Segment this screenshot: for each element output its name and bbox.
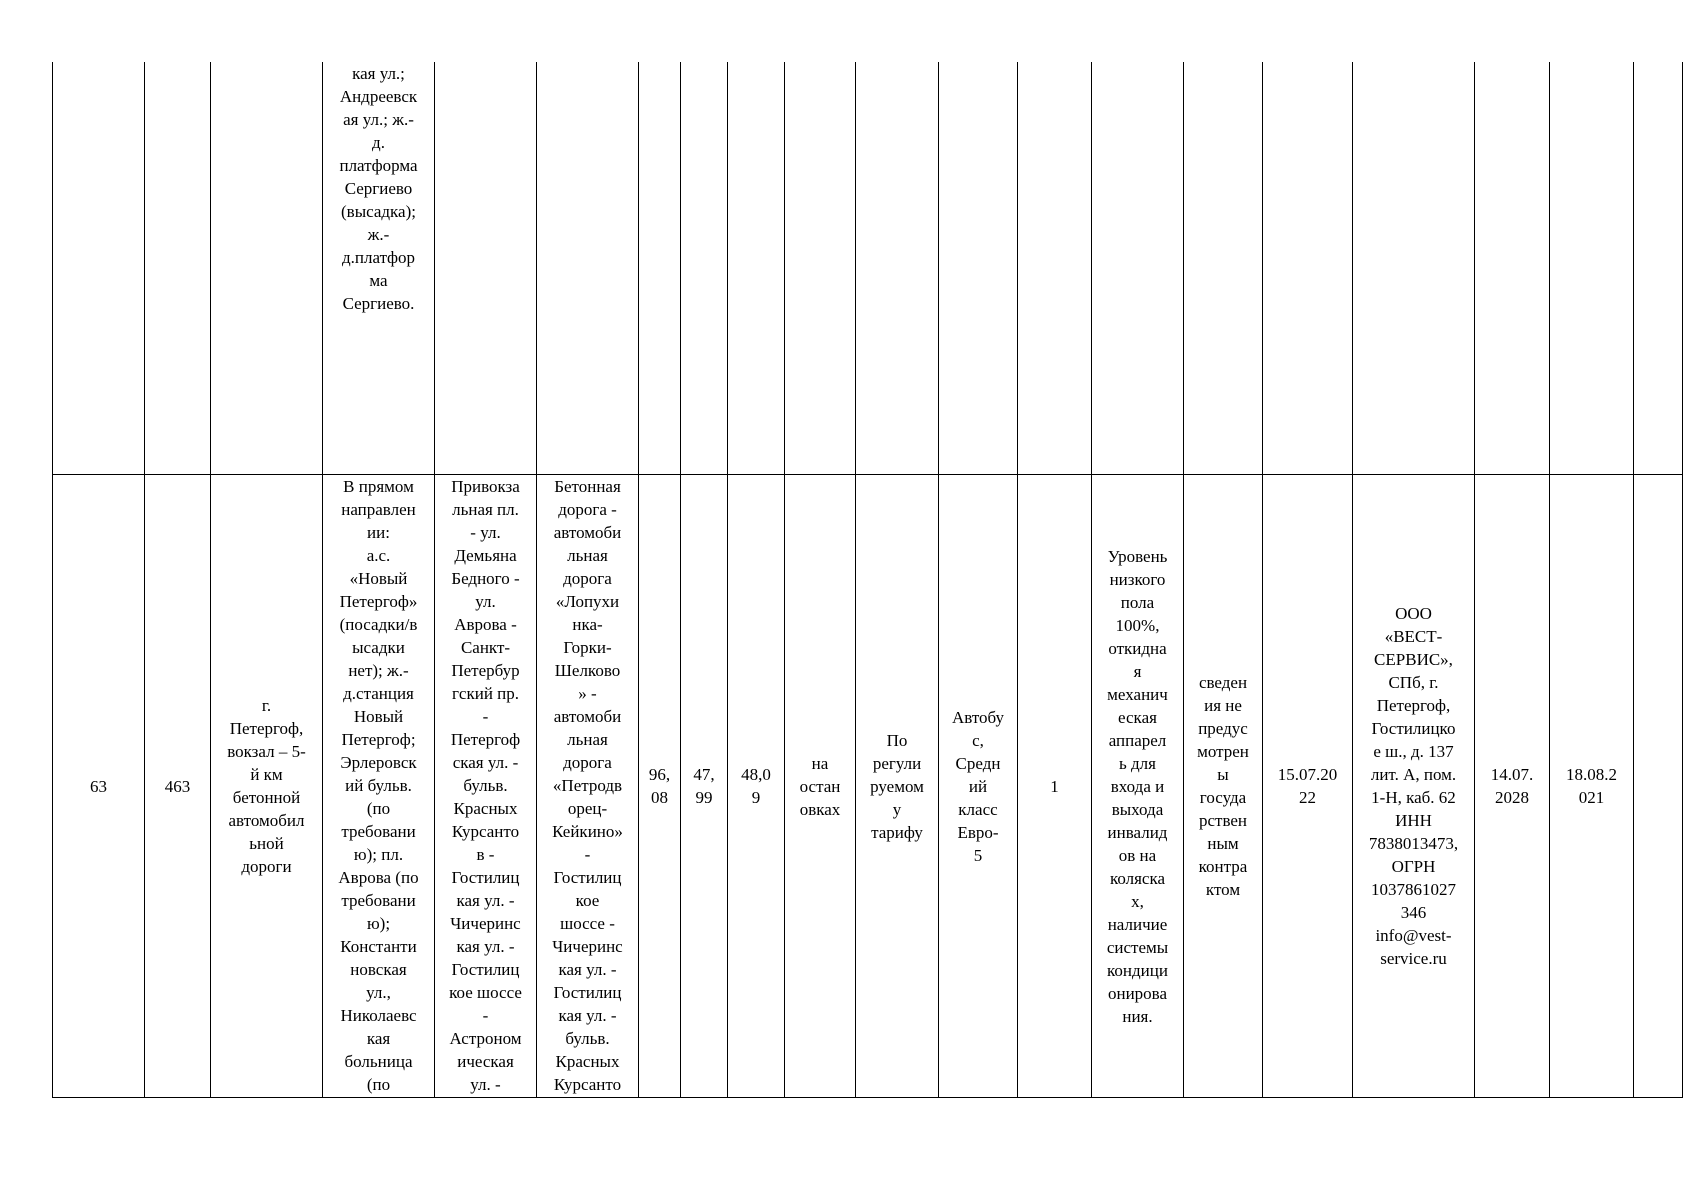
cell-vehicle-characteristics: [1092, 62, 1184, 475]
cell-vehicle-count: 1: [1018, 475, 1092, 1098]
cell-carrier: [1353, 62, 1475, 475]
cell-boarding-order: [785, 62, 856, 475]
cell-length-forward: [639, 62, 681, 475]
cell-streets-backward: [537, 62, 639, 475]
cell-length-total: [728, 62, 785, 475]
cell-end-date: 14.07. 2028: [1475, 475, 1550, 1098]
cell-boarding-order: на остан овках: [785, 475, 856, 1098]
cell-stops: кая ул.; Андреевск ая ул.; ж.- д. платформа Сергиево (высадка); ж.- д.платфор ма Сергиево.: [323, 62, 435, 475]
cell-tariff-type: [856, 62, 939, 475]
cell-length-total: 48,0 9: [728, 475, 785, 1098]
cell-length-forward: 96, 08: [639, 475, 681, 1098]
cell-tariff-type: По регули руемом у тарифу: [856, 475, 939, 1098]
cell-streets-backward: Бетонная дорога - автомоби льная дорога «Лопухи нка- Горки- Шелково » - автомоби льная дорога «Петродв орец- Кейкино» - Гостилиц кое шоссе - Чичеринс кая ул. - Гостилиц кая ул. - бульв. Красных Курсанто: [537, 475, 639, 1098]
cell-vehicle-count: [1018, 62, 1092, 475]
cell-route-name: г. Петергоф, вокзал – 5- й км бетонной автомобил ьной дороги: [211, 475, 323, 1098]
table-row: [53, 475, 1683, 1098]
cell-number: [53, 62, 145, 475]
route-registry-table: [52, 62, 1683, 1098]
cell-date-changed: 18.08.2 021: [1550, 475, 1634, 1098]
cell-vehicle-characteristics: Уровень низкого пола 100%, откидна я механич еская аппарел ь для входа и выхода инвалид ов на коляска х, наличие системы кондици онирова ния.: [1092, 475, 1184, 1098]
cell-route-name: [211, 62, 323, 475]
cell-route-no: [145, 62, 211, 475]
cell-streets-forward: [435, 62, 537, 475]
cell-streets-forward: Привокза льная пл. - ул. Демьяна Бедного - ул. Аврова - Санкт- Петербур гский пр. - Петергоф ская ул. - бульв. Красных Курсанто в - Гостилиц кая ул. - Чичеринс кая ул. - Гостилиц кое шоссе - Астроном ическая ул. -: [435, 475, 537, 1098]
cell-number: 63: [53, 475, 145, 1098]
cell-contract-info: сведен ия не предус мотрен ы госуда рствен ным контра ктом: [1184, 475, 1263, 1098]
cell-length-backward: [681, 62, 728, 475]
cell-date-changed: [1550, 62, 1634, 475]
cell-extra: [1634, 475, 1683, 1098]
cell-stops: В прямом направлен ии: а.с. «Новый Петергоф» (посадки/в ысадки нет); ж.- д.станция Новый Петергоф; Эрлеровск ий бульв. (по требовани ю); пл. Аврова (по требовани ю); Константи новская ул., Николаевс кая больница (по: [323, 475, 435, 1098]
cell-extra: [1634, 62, 1683, 475]
cell-start-date: 15.07.20 22: [1263, 475, 1353, 1098]
cell-route-no: 463: [145, 475, 211, 1098]
cell-length-backward: 47, 99: [681, 475, 728, 1098]
cell-vehicle-class: Автобу с, Средн ий класс Евро- 5: [939, 475, 1018, 1098]
cell-vehicle-class: [939, 62, 1018, 475]
cell-end-date: [1475, 62, 1550, 475]
cell-carrier: ООО «ВЕСТ- СЕРВИС», СПб, г. Петергоф, Гостилицко е ш., д. 137 лит. А, пом. 1-Н, каб. 62 ИНН 7838013473, ОГРН 1037861027 346 info@vest- service.ru: [1353, 475, 1475, 1098]
cell-start-date: [1263, 62, 1353, 475]
table-row: [53, 62, 1683, 475]
cell-contract-info: [1184, 62, 1263, 475]
